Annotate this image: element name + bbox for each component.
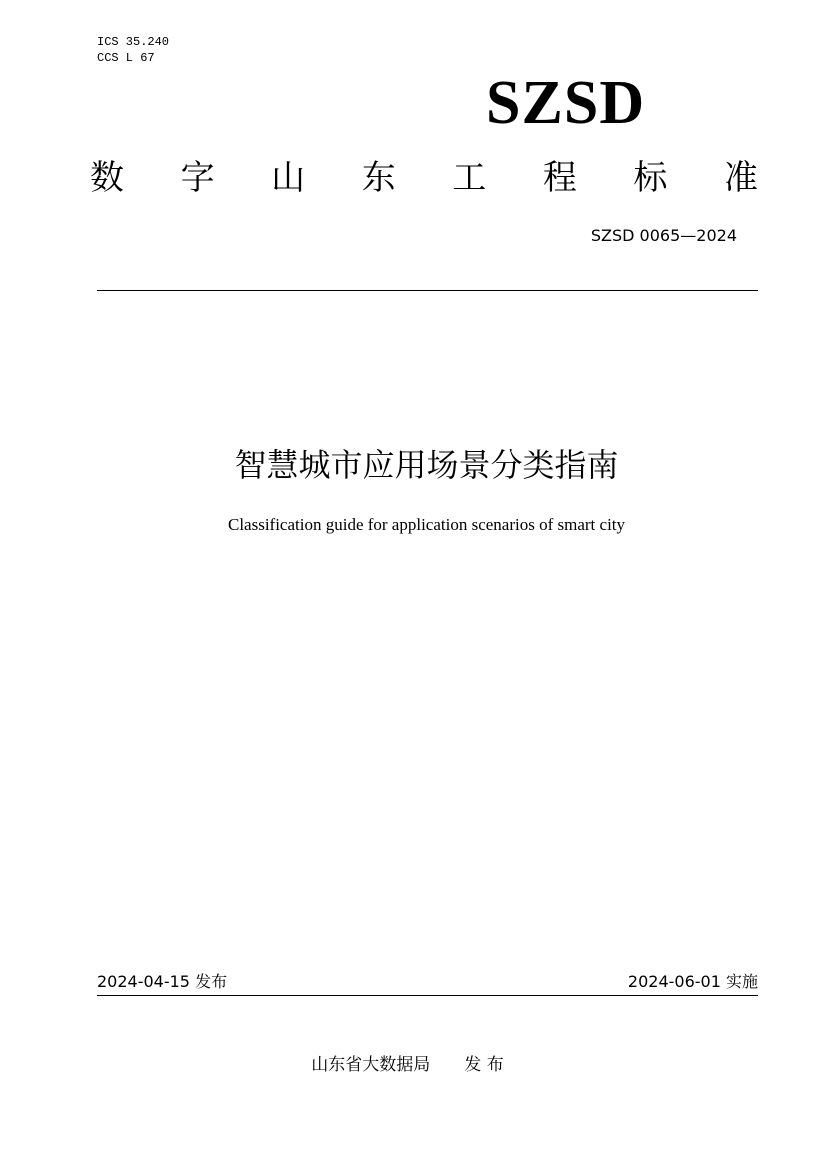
standard-name-char: 山 <box>271 158 306 198</box>
top-divider <box>97 290 758 291</box>
classification-codes <box>97 34 169 66</box>
standard-name-char: 工 <box>452 158 487 198</box>
ccs-code: CCS L 67 <box>97 51 155 65</box>
document-title-english: Classification guide for application scenarios of smart city <box>227 515 626 534</box>
standard-code: SZSD 0065—2024 <box>590 226 737 245</box>
standard-brand-logo: SZSD <box>486 69 646 137</box>
standard-category-title <box>90 156 758 200</box>
implementation-date: 2024-06-01 实施 <box>627 972 758 991</box>
standard-name-char: 准 <box>723 158 758 198</box>
bottom-divider <box>97 995 758 996</box>
publish-date: 2024-04-15 发布 <box>97 972 228 991</box>
issuing-authority: 山东省大数据局 发 布 <box>311 1055 504 1075</box>
ics-code: ICS 35.240 <box>97 35 170 49</box>
standard-name-char: 程 <box>542 158 577 198</box>
document-title-chinese: 智慧城市应用场景分类指南 <box>234 446 619 484</box>
standard-name-char: 东 <box>361 158 396 198</box>
standard-name-char: 数 <box>90 158 124 198</box>
standard-name-char: 字 <box>180 158 215 198</box>
standard-name-char: 标 <box>633 158 668 198</box>
